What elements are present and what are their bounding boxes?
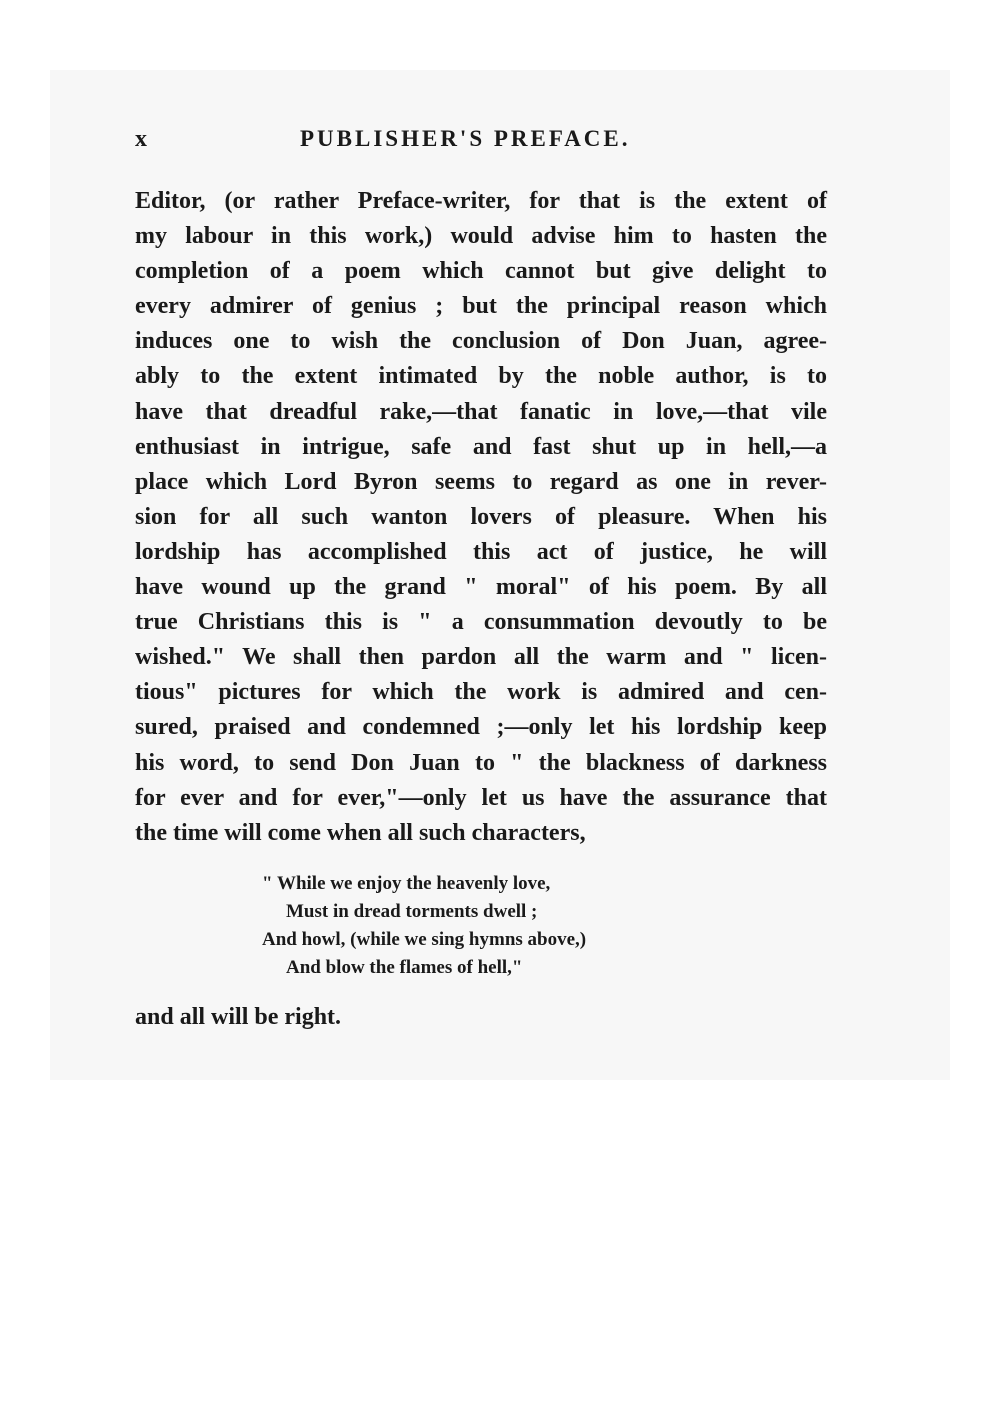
text-line: induces one to wish the conclusion of Don Juan, agree-: [135, 328, 827, 355]
verse-quotation: [262, 870, 722, 982]
verse-line: And howl, (while we sing hymns above,): [262, 929, 587, 950]
text-line: have that dreadful rake,—that fanatic in love,—that vile: [135, 398, 827, 425]
text-line: true Christians this is " a consummation devoutly to be: [135, 609, 827, 636]
closing-line: and all will be right.: [135, 1004, 342, 1030]
text-line: enthusiast in intrigue, safe and fast shut up in hell,—a: [135, 433, 827, 460]
text-line: tious" pictures for which the work is admired and cen-: [135, 679, 827, 706]
text-line: his word, to send Don Juan to " the blackness of darkness: [135, 749, 827, 776]
text-line: sion for all such wanton lovers of pleasure. When his: [135, 503, 827, 530]
text-line: the time will come when all such characters,: [135, 819, 586, 846]
verse-line: Must in dread torments dwell ;: [286, 901, 538, 922]
body-paragraph: [135, 184, 827, 851]
text-line: sured, praised and condemned ;—only let his lordship keep: [135, 714, 827, 741]
text-line: have wound up the grand " moral" of his poem. By all: [135, 574, 827, 601]
running-title: PUBLISHER'S PREFACE.: [300, 126, 631, 151]
text-line: my labour in this work,) would advise him to hasten the: [135, 223, 827, 250]
page-number: x: [135, 126, 148, 152]
text-line: every admirer of genius ; but the principal reason which: [135, 293, 827, 320]
text-line: for ever and for ever,"—only let us have the assurance that: [135, 784, 827, 811]
verse-line: " While we enjoy the heavenly love,: [262, 873, 551, 894]
text-line: place which Lord Byron seems to regard as one in rever-: [135, 468, 827, 495]
text-line: ably to the extent intimated by the noble author, is to: [135, 363, 827, 390]
text-line: wished." We shall then pardon all the warm and " licen-: [135, 644, 827, 671]
running-head: [135, 126, 835, 162]
verse-line: And blow the flames of hell,": [286, 957, 523, 978]
text-line: Editor, (or rather Preface-writer, for that is the extent of: [135, 188, 827, 214]
text-line: completion of a poem which cannot but give delight to: [135, 258, 827, 285]
text-line: lordship has accomplished this act of justice, he will: [135, 538, 827, 565]
